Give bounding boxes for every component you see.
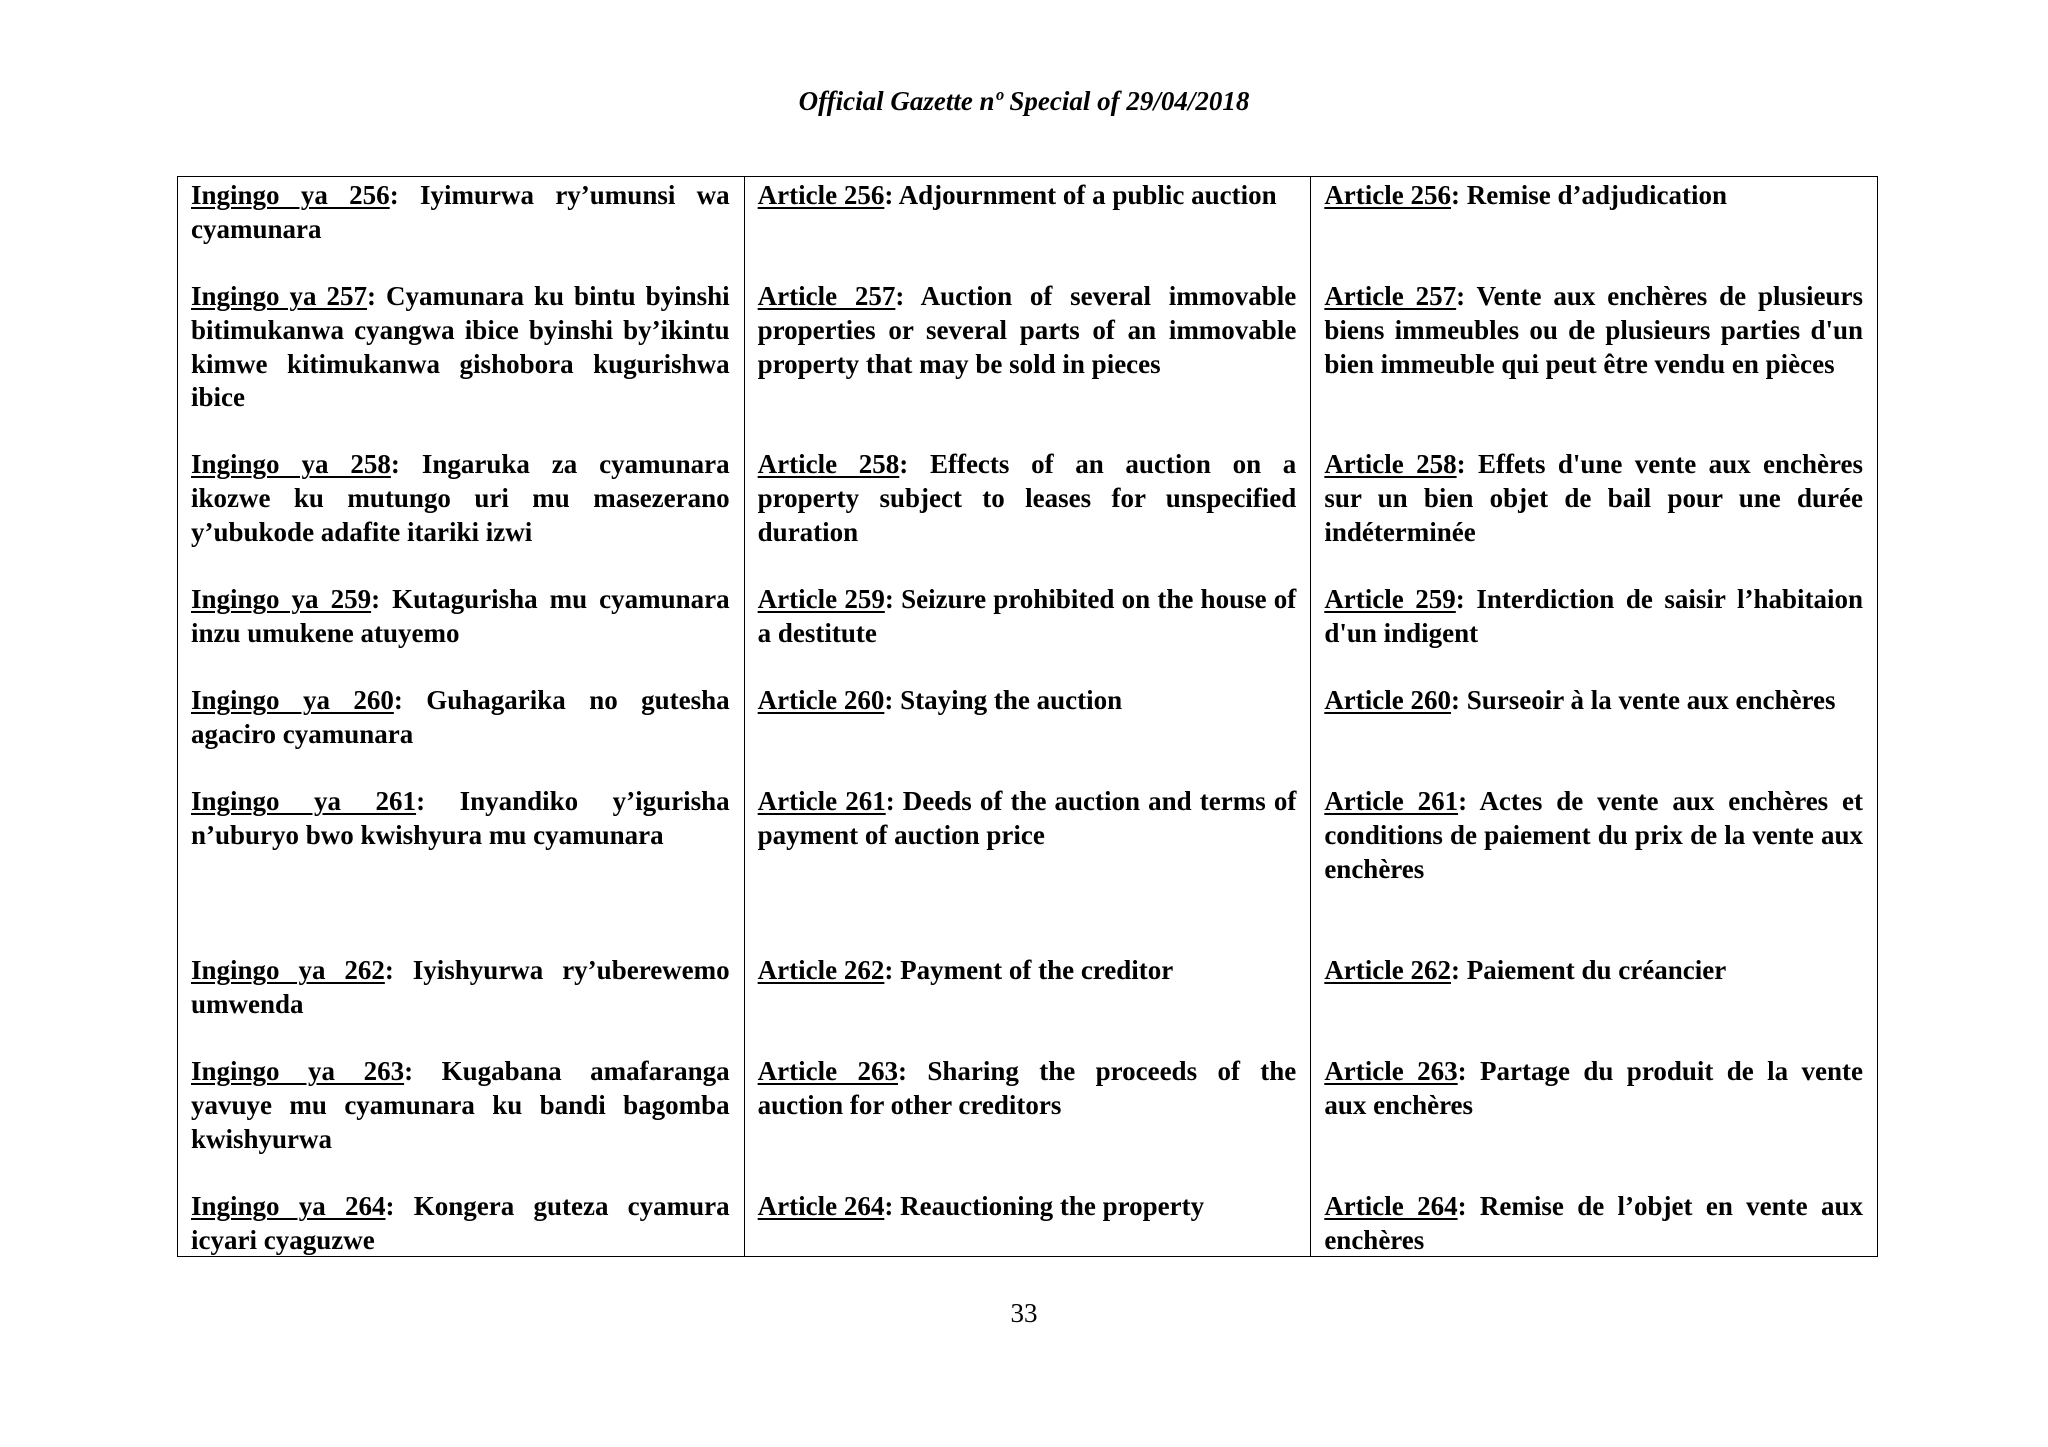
french-column [1311,177,1878,1257]
article-number: Ingingo ya 256 [191,180,390,210]
article-title: Guhagarika no gutesha agaciro cyamunara [191,685,730,749]
article-title: Kugabana amafaranga yavuye mu cyamunara ku bandi bagomba kwishyurwa [191,1056,730,1154]
article-title: Partage du produit de la vente aux enchères [1324,1056,1863,1120]
article-number: Article 258 [1324,449,1457,479]
article-title: Auction of several immovable properties or several parts of an immovable property that may be sold in pieces [757,281,1297,379]
article-entry: Article 256: Adjournment of a public auction [757,180,1277,210]
article-number: Article 256 [757,180,885,210]
article-entry: Article 256: Remise d’adjudication [1324,180,1728,210]
article-table [177,176,1878,1257]
article-entry: Article 257: Auction of several immovable properties or several parts of an immovable property that may be sold in pieces [757,281,1297,379]
article-title: Effects of an auction on a property subject to leases for unspecified duration [757,449,1297,547]
article-entry: Ingingo ya 264: Kongera guteza cyamura icyari cyaguzwe [191,1191,730,1255]
article-number: Article 262 [1324,955,1452,985]
article-entry: Article 260: Surseoir à la vente aux enchères [1324,685,1836,715]
article-title: Payment of the creditor [900,955,1174,985]
article-title: Deeds of the auction and terms of payment of auction price [757,786,1297,850]
article-title: Adjournment of a public auction [898,180,1277,210]
article-entry: Ingingo ya 260: Guhagarika no gutesha agaciro cyamunara [191,685,730,749]
article-title: Surseoir à la vente aux enchères [1466,685,1836,715]
article-title: Kutagurisha mu cyamunara inzu umukene atuyemo [191,584,730,648]
article-entry: Article 263: Sharing the proceeds of the auction for other creditors [757,1056,1297,1120]
article-number: Article 256 [1324,180,1452,210]
article-title: Sharing the proceeds of the auction for other creditors [757,1056,1297,1120]
article-number: Ingingo ya 262 [191,955,385,985]
article-entry: Article 261: Deeds of the auction and terms of payment of auction price [757,786,1297,850]
table-row [178,177,1878,1257]
article-title: Iyishyurwa ry’uberewemo umwenda [191,955,730,1019]
article-entry: Article 260: Staying the auction [757,685,1123,715]
article-title: Actes de vente aux enchères et conditions de paiement du prix de la vente aux enchères [1324,786,1863,884]
article-number: Ingingo ya 258 [191,449,391,479]
article-title: Remise d’adjudication [1466,180,1728,210]
article-title: Kongera guteza cyamura icyari cyaguzwe [191,1191,730,1255]
article-entry: Ingingo ya 262: Iyishyurwa ry’uberewemo umwenda [191,955,730,1019]
article-number: Article 257 [1324,281,1457,311]
article-entry: Article 264: Remise de l’objet en vente aux enchères [1324,1191,1863,1255]
article-number: Ingingo ya 257 [191,281,368,311]
kinyarwanda-column [178,177,745,1257]
article-title: Paiement du créancier [1466,955,1727,985]
article-entry: Article 261: Actes de vente aux enchères et conditions de paiement du prix de la vente aux enchères [1324,786,1863,884]
article-title: Remise de l’objet en vente aux enchères [1324,1191,1863,1255]
english-column [744,177,1311,1257]
article-number: Ingingo ya 259 [191,584,372,614]
article-number: Article 260 [757,685,885,715]
article-entry: Article 259: Interdiction de saisir l’habitaion d'un indigent [1324,584,1863,648]
article-entry: Article 263: Partage du produit de la vente aux enchères [1324,1056,1863,1120]
article-entry: Ingingo ya 256: Iyimurwa ry’umunsi wa cyamunara [191,180,730,244]
article-title: Iyimurwa ry’umunsi wa cyamunara [191,180,730,244]
article-entry: Ingingo ya 263: Kugabana amafaranga yavuye mu cyamunara ku bandi bagomba kwishyurwa [191,1056,730,1154]
article-title: Ingaruka za cyamunara ikozwe ku mutungo uri mu masezerano y’ubukode adafite itariki izwi [191,449,730,547]
article-entry: Article 264: Reauctioning the property [757,1191,1205,1221]
article-entry: Article 258: Effects of an auction on a property subject to leases for unspecified duration [757,449,1297,547]
article-number: Article 261 [1324,786,1459,816]
article-entry: Article 258: Effets d'une vente aux enchères sur un bien objet de bail pour une durée indéterminée [1324,449,1863,547]
article-entry: Ingingo ya 258: Ingaruka za cyamunara ikozwe ku mutungo uri mu masezerano y’ubukode adafite itariki izwi [191,449,730,547]
article-title: Cyamunara ku bintu byinshi bitimukanwa cyangwa ibice byinshi by’ikintu kimwe kitimukanwa gishobora kugurishwa ibice [191,281,730,413]
article-entry: Article 262: Paiement du créancier [1324,955,1727,985]
article-number: Ingingo ya 260 [191,685,394,715]
article-title: Seizure prohibited on the house of a destitute [757,584,1297,648]
gazette-header: Official Gazette nº Special of 29/04/2018 [798,86,1250,116]
article-number: Ingingo ya 263 [191,1056,405,1086]
article-entry: Article 259: Seizure prohibited on the house of a destitute [757,584,1297,648]
article-number: Article 258 [757,449,900,479]
article-entry: Article 257: Vente aux enchères de plusieurs biens immeubles ou de plusieurs parties d'un bien immeuble qui peut être vendu en pièces [1324,281,1863,379]
article-number: Article 264 [1324,1191,1458,1221]
article-number: Article 260 [1324,685,1452,715]
article-number: Article 257 [757,281,896,311]
article-title: Inyandiko y’igurisha n’uburyo bwo kwishyura mu cyamunara [191,786,730,850]
article-number: Article 261 [757,786,886,816]
article-title: Staying the auction [900,685,1123,715]
article-title: Effets d'une vente aux enchères sur un bien objet de bail pour une durée indéterminée [1324,449,1863,547]
article-number: Article 263 [1324,1056,1458,1086]
article-number: Ingingo ya 261 [191,786,417,816]
article-number: Article 259 [1324,584,1456,614]
article-number: Article 259 [757,584,885,614]
article-number: Article 264 [757,1191,885,1221]
article-title: Vente aux enchères de plusieurs biens immeubles ou de plusieurs parties d'un bien immeuble qui peut être vendu en pièces [1324,281,1863,379]
article-entry: Ingingo ya 259: Kutagurisha mu cyamunara inzu umukene atuyemo [191,584,730,648]
article-entry: Article 262: Payment of the creditor [757,955,1174,985]
article-entry: Ingingo ya 257: Cyamunara ku bintu byinshi bitimukanwa cyangwa ibice byinshi by’ikintu kimwe kitimukanwa gishobora kugurishwa ibice [191,281,730,413]
article-title: Interdiction de saisir l’habitaion d'un indigent [1324,584,1863,648]
page-number: 33 [1010,1298,1038,1328]
article-title: Reauctioning the property [900,1191,1205,1221]
article-number: Article 263 [757,1056,898,1086]
article-entry: Ingingo ya 261: Inyandiko y’igurisha n’uburyo bwo kwishyura mu cyamunara [191,786,730,850]
article-number: Ingingo ya 264 [191,1191,386,1221]
article-number: Article 262 [757,955,885,985]
